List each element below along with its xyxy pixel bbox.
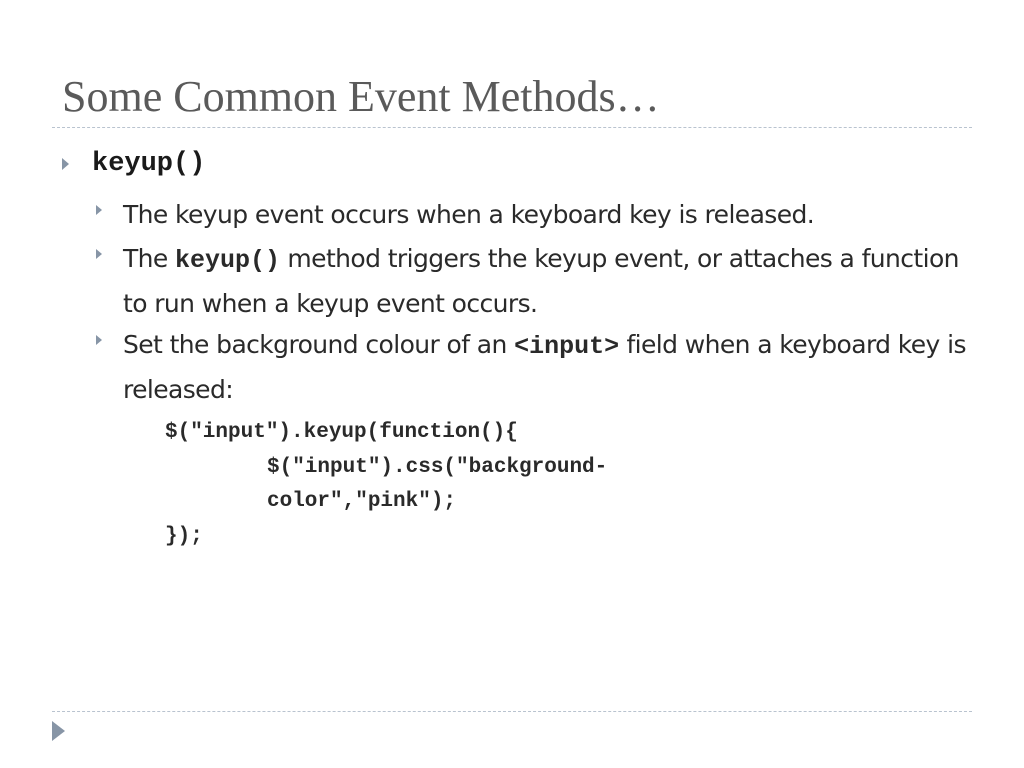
code-line: color","pink"); [267, 490, 457, 513]
slide-title: Some Common Event Methods… [62, 72, 660, 121]
code-line: $("input").keyup(function(){ [165, 421, 518, 444]
code-example [165, 416, 607, 554]
text-suffix: field when a keyboard key is released: [123, 330, 966, 404]
sub-bullet-1 [96, 193, 966, 236]
heading-bullet-text: keyup() [92, 149, 206, 179]
sub-bullet-text [123, 237, 966, 325]
text-suffix: method triggers the keyup event, or attaches a function to run when a keyup event occurs. [123, 244, 959, 318]
bullet-triangle-icon [62, 158, 69, 170]
bullet-triangle-icon [96, 205, 102, 215]
footer-divider [52, 711, 972, 712]
title-divider [52, 127, 972, 128]
code-line: }); [165, 524, 203, 548]
code-line: $("input").css("background- [267, 455, 608, 479]
bullet-triangle-icon [96, 335, 102, 345]
sub-bullet-text [123, 323, 966, 411]
sub-bullet-2 [96, 237, 966, 325]
text-prefix: Set the background colour of an [123, 330, 515, 359]
bullet-triangle-icon [96, 249, 102, 259]
next-slide-icon[interactable] [52, 721, 65, 741]
sub-bullet-3 [96, 323, 966, 411]
inline-code: keyup() [175, 246, 281, 275]
text-prefix: The [123, 244, 176, 273]
inline-code: <input> [514, 332, 620, 361]
heading-bullet [62, 146, 205, 182]
sub-bullet-text: The keyup event occurs when a keyboard key is released. [123, 200, 815, 229]
